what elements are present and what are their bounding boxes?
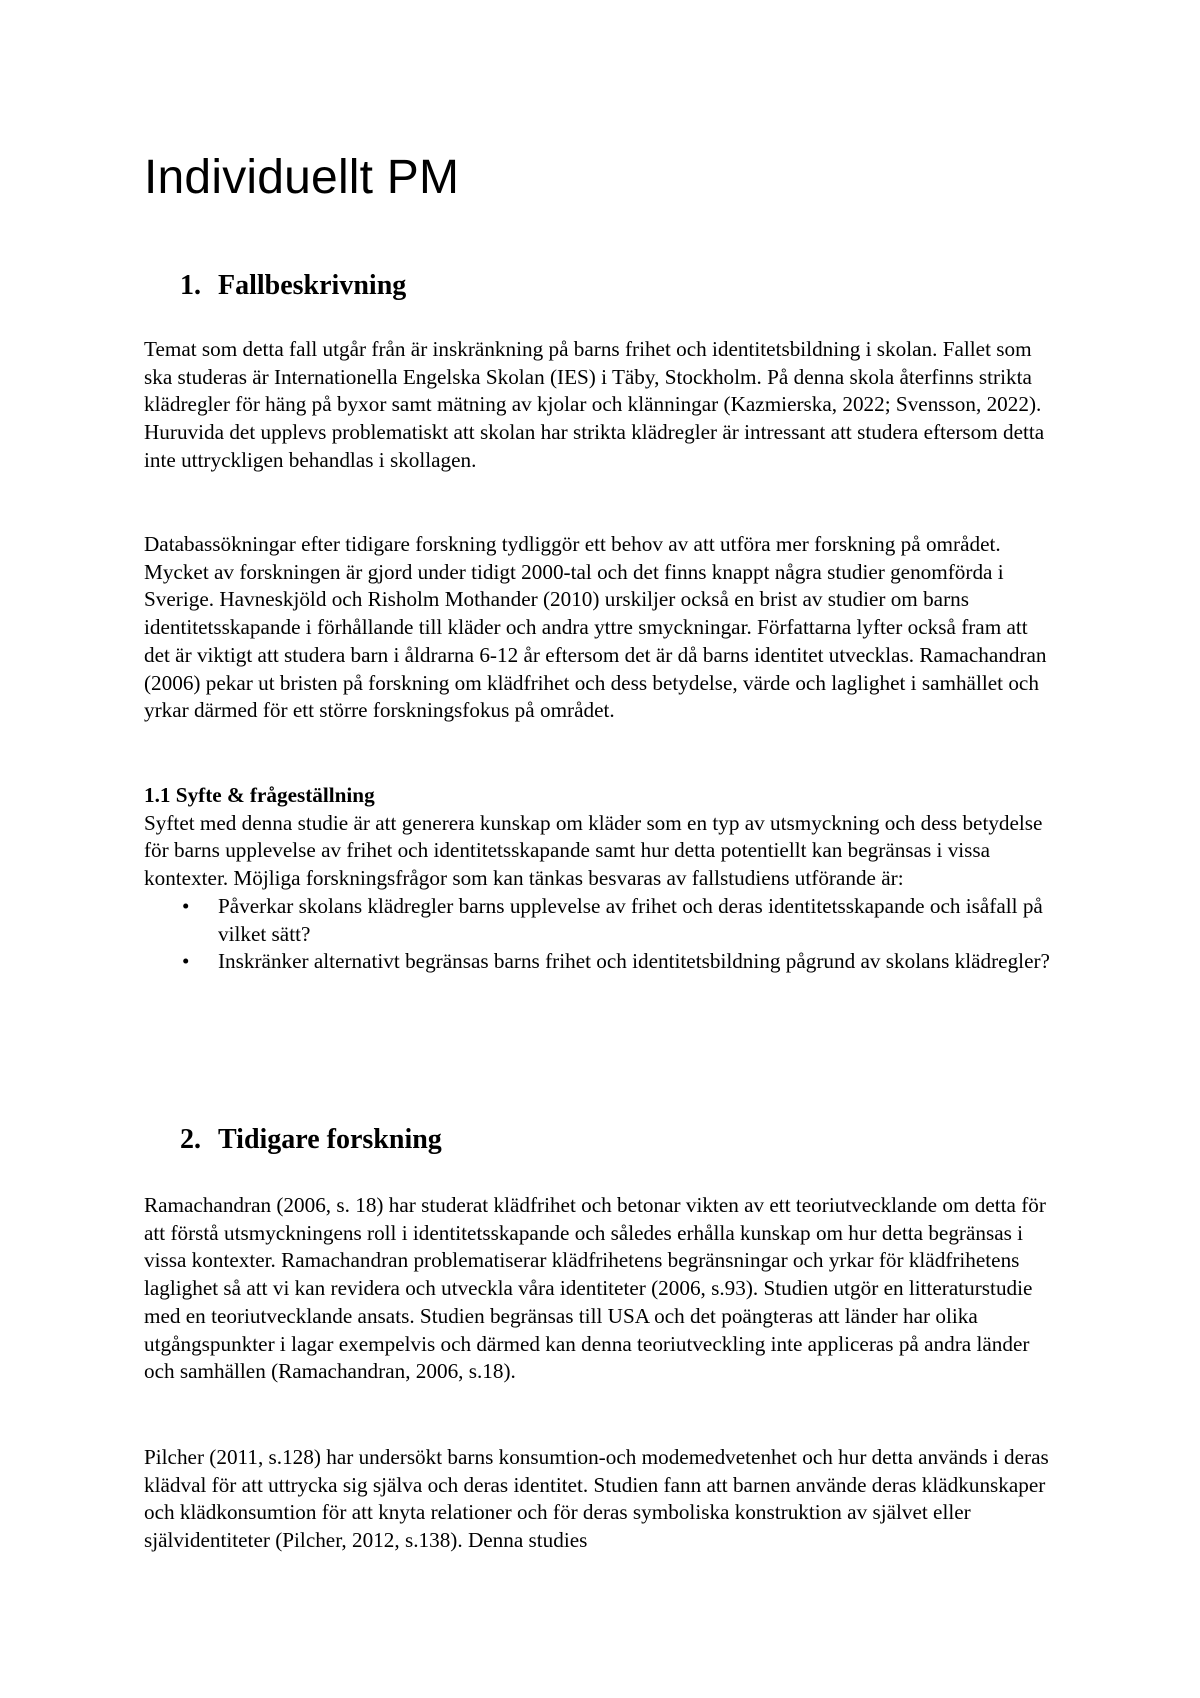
- section-heading-fallbeskrivning: [180, 268, 406, 304]
- research-questions-list: [144, 893, 1050, 976]
- list-item: [144, 893, 1050, 948]
- list-item: [144, 948, 1050, 976]
- paragraph: Ramachandran (2006, s. 18) har studerat klädfrihet och betonar vikten av ett teoriutvecklande om detta för att förstå utsmyckningens roll i identitetsskapande och således erhålla kunskap om hur detta begränsas i vissa kontexter. Ramachandran problematiserar klädfrihetens begränsningar och yrkar för klädfrihetens laglighet så att vi kan revidera och utveckla våra identiteter (2006, s.93). Studien utgör en litteraturstudie med en teoriutvecklande ansats. Studien begränsas till USA och det poängteras att länder har olika utgångspunkter i lagar exempelvis och därmed kan denna teoriutveckling inte appliceras på andra länder och samhällen (Ramachandran, 2006, s.18).: [144, 1193, 1046, 1384]
- paragraph: Temat som detta fall utgår från är inskränkning på barns frihet och identitetsbildning i skolan. Fallet som ska studeras är Internationella Engelska Skolan (IES) i Täby, Stockholm. På denna skola återfinns strikta klädregler för häng på byxor samt mätning av kjolar och klänningar (Kazmierska, 2022; Svensson, 2022). Huruvida det upplevs problematiskt att skolan har strikta klädregler är intressant att studera eftersom detta inte uttryckligen behandlas i skollagen.: [144, 337, 1045, 472]
- section-number: 2.: [180, 1124, 201, 1155]
- list-item-text: Inskränker alternativt begränsas barns frihet och identitetsbildning pågrund av skolans klädregler?: [218, 949, 1050, 974]
- subsection-syfte: [144, 782, 1050, 976]
- section-title: Tidigare forskning: [218, 1124, 442, 1155]
- section-number: 1.: [180, 270, 201, 301]
- subsection-heading: 1.1 Syfte & frågeställning: [144, 783, 375, 807]
- bullet-icon: •: [182, 893, 190, 918]
- section-heading-tidigare-forskning: [180, 1122, 442, 1158]
- paragraph: Databassökningar efter tidigare forskning tydliggör ett behov av att utföra mer forskning på området. Mycket av forskningen är gjord under tidigt 2000-tal och det finns knappt några studier genomförda i Sverige. Havneskjöld och Risholm Mothander (2010) urskiljer också en brist av studier om barns identitetsskapande i förhållande till kläder och andra yttre smyckningar. Författarna lyfter också fram att det är viktigt att studera barn i åldrarna 6-12 år eftersom det är då barns identitet utvecklas. Ramachandran (2006) pekar ut bristen på forskning om klädfrihet och dess betydelse, värde och laglighet i samhället och yrkar därmed för ett större forskningsfokus på området.: [144, 532, 1047, 723]
- subsection-text: Syftet med denna studie är att generera kunskap om kläder som en typ av utsmyckning och dess betydelse för barns upplevelse av frihet och identitetsskapande samt hur detta potentiellt kan begränsas i vissa kontexter. Möjliga forskningsfrågor som kan tänkas besvaras av fallstudiens utförande är:: [144, 810, 1043, 891]
- bullet-icon: •: [182, 949, 190, 974]
- list-item-text: Påverkar skolans klädregler barns upplevelse av frihet och deras identitetsskapande och isåfall på vilket sätt?: [218, 893, 1043, 946]
- document-title: Individuellt PM: [144, 151, 460, 204]
- paragraph: Pilcher (2011, s.128) har undersökt barns konsumtion-och modemedvetenhet och hur detta används i deras klädval för att uttrycka sig själva och deras identitet. Studien fann att barnen använde deras klädkunskaper och klädkonsumtion för att knyta relationer och för deras symboliska konstruktion av självet eller självidentiteter (Pilcher, 2012, s.138). Denna studies: [144, 1445, 1049, 1553]
- section-title: Fallbeskrivning: [218, 270, 407, 301]
